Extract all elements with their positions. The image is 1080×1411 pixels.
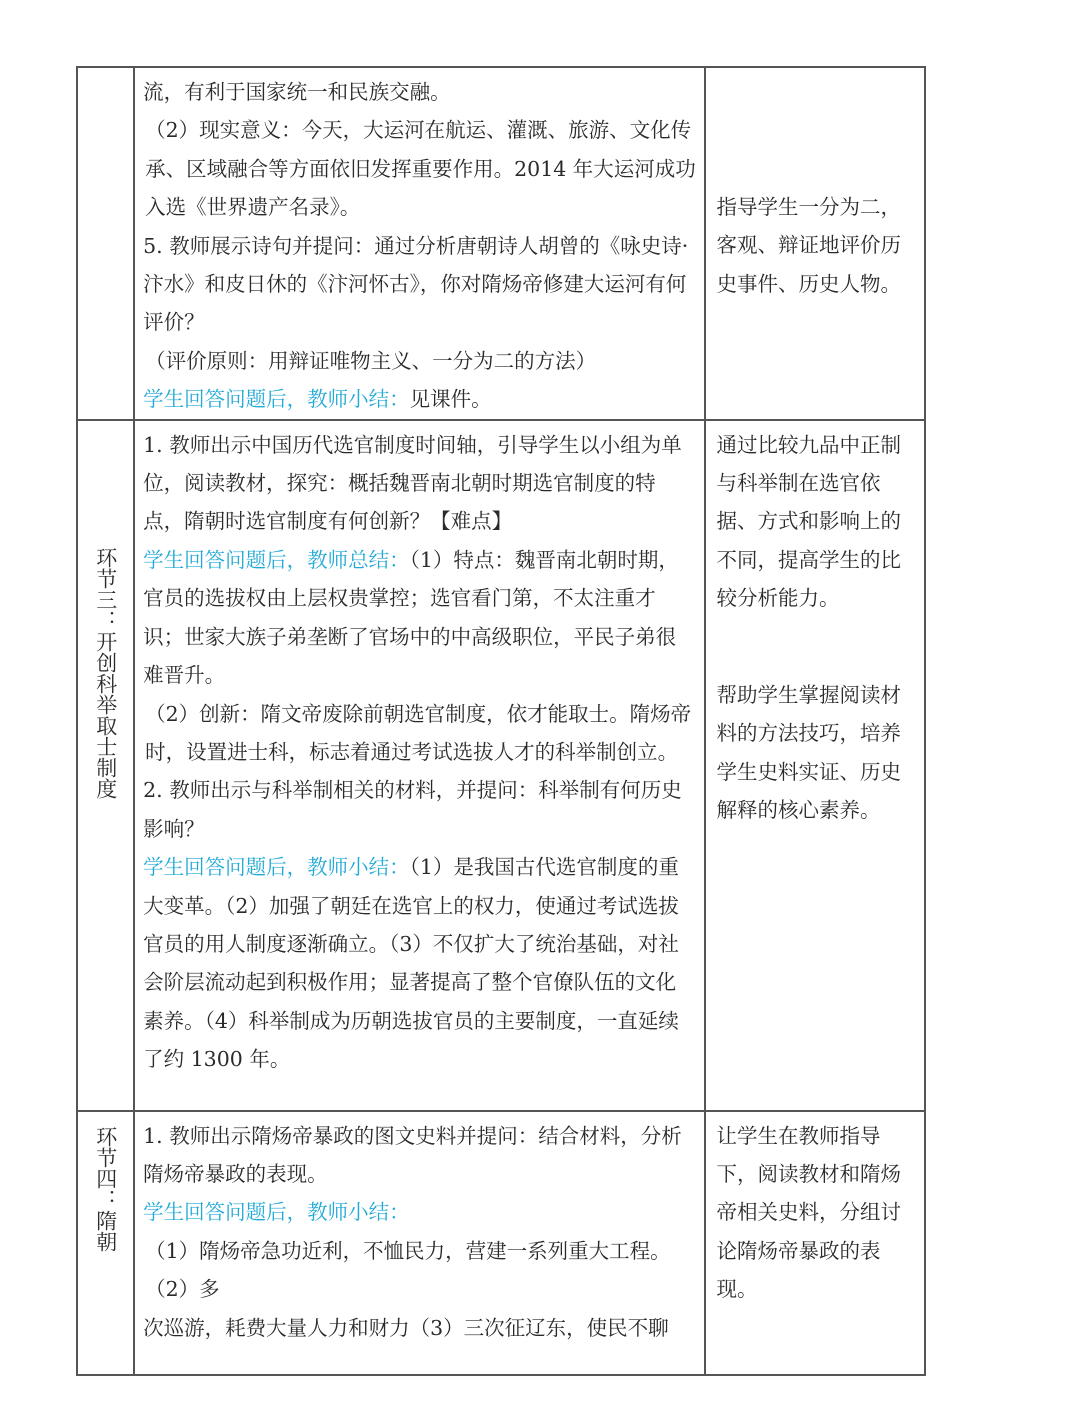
design-note: 通过比较九品中正制与科举制在选官依据、方式和影响上的不同，提高学生的比较分析能力。: [716, 432, 901, 611]
summary-text: 见课件。: [409, 387, 492, 412]
paragraph: （2）现实意义：今天，大运河在航运、灌溉、旅游、文化传承、区域融合等方面依旧发挥重要作用。2014 年大运河成功入选《世界遗产名录》。: [145, 118, 696, 220]
paragraph: （2）多: [145, 1277, 220, 1302]
table-row: [77, 67, 925, 420]
note-cell: [705, 1111, 925, 1375]
paragraph: 次巡游，耗费大量人力和财力（3）三次征辽东，使民不聊: [143, 1315, 669, 1340]
paragraph: （评价原则：用辩证唯物主义、一分为二的方法）: [145, 348, 597, 373]
content-cell: [134, 67, 705, 420]
paragraph: [143, 848, 696, 1078]
stage-cell: [77, 1111, 134, 1375]
content-cell: [134, 420, 705, 1111]
summary-text: （1）是我国古代选官制度的重大变革。（2）加强了朝廷在选官上的权力，使通过考试选拔官员的用人制度逐渐确立。（3）不仅扩大了统治基础，对社会阶层流动起到积极作用；显著提高了整个官僚队伍的文化素养。（4）科举制成为历朝选拔官员的主要制度，一直延续了约 1300 年。: [143, 855, 679, 1072]
stage-cell: [77, 420, 134, 1111]
summary-heading: 学生回答问题后，教师小结：: [143, 855, 410, 880]
design-note: 让学生在教师指导下，阅读教材和隋炀帝相关史料，分组讨论隋炀帝暴政的表现。: [716, 1123, 901, 1302]
table-row: [77, 420, 925, 1111]
summary-heading: 学生回答问题后，教师小结：: [143, 387, 410, 412]
paragraph: （1）隋炀帝急功近利，不恤民力，营建一系列重大工程。: [145, 1238, 671, 1263]
paragraph: 2. 教师出示与科举制相关的材料，并提问：科举制有何历史影响？: [143, 778, 682, 841]
paragraph: [143, 380, 696, 418]
summary-heading: 学生回答问题后，教师小结：: [143, 1200, 410, 1225]
paragraph: 5. 教师展示诗句并提问：通过分析唐朝诗人胡曾的《咏史诗·汴水》和皮日休的《汴河怀古》，你对隋炀帝修建大运河有何评价？: [143, 233, 689, 335]
stage-label: 环节三：开创科举取士制度: [93, 546, 118, 799]
paragraph: （2）创新：隋文帝废除前朝选官制度，依才能取士。隋炀帝时，设置进士科，标志着通过考试选拔人才的科举制创立。: [145, 701, 692, 764]
design-note: 指导学生一分为二，客观、辩证地评价历史事件、历史人物。: [716, 195, 901, 296]
content-cell: [134, 1111, 705, 1375]
summary-text: （1）特点：魏晋南北朝时期，官员的选拔权由上层权贵掌控；选官看门第，不太注重才识；世家大族子弟垄断了官场中的中高级职位，平民子弟很难晋升。: [143, 547, 679, 688]
stage-label: 环节四：隋朝: [93, 1125, 118, 1252]
design-note: 帮助学生掌握阅读材料的方法技巧，培养学生史料实证、历史解释的核心素养。: [716, 682, 901, 822]
lesson-plan-table: [76, 66, 926, 1376]
paragraph: [143, 541, 696, 695]
paragraph: 1. 教师出示隋炀帝暴政的图文史料并提问：结合材料，分析隋炀帝暴政的表现。: [143, 1123, 682, 1187]
note-cell: [705, 420, 925, 1111]
summary-heading: 学生回答问题后，教师总结：: [143, 547, 410, 572]
paragraph: 流，有利于国家统一和民族交融。: [143, 80, 451, 104]
table-row: [77, 1111, 925, 1375]
stage-cell: [77, 67, 134, 420]
note-cell: [705, 67, 925, 420]
paragraph: 1. 教师出示中国历代选官制度时间轴，引导学生以小组为单位，阅读教材，探究：概括魏晋南北朝时期选官制度的特点，隋朝时选官制度有何创新？【难点】: [143, 432, 682, 534]
